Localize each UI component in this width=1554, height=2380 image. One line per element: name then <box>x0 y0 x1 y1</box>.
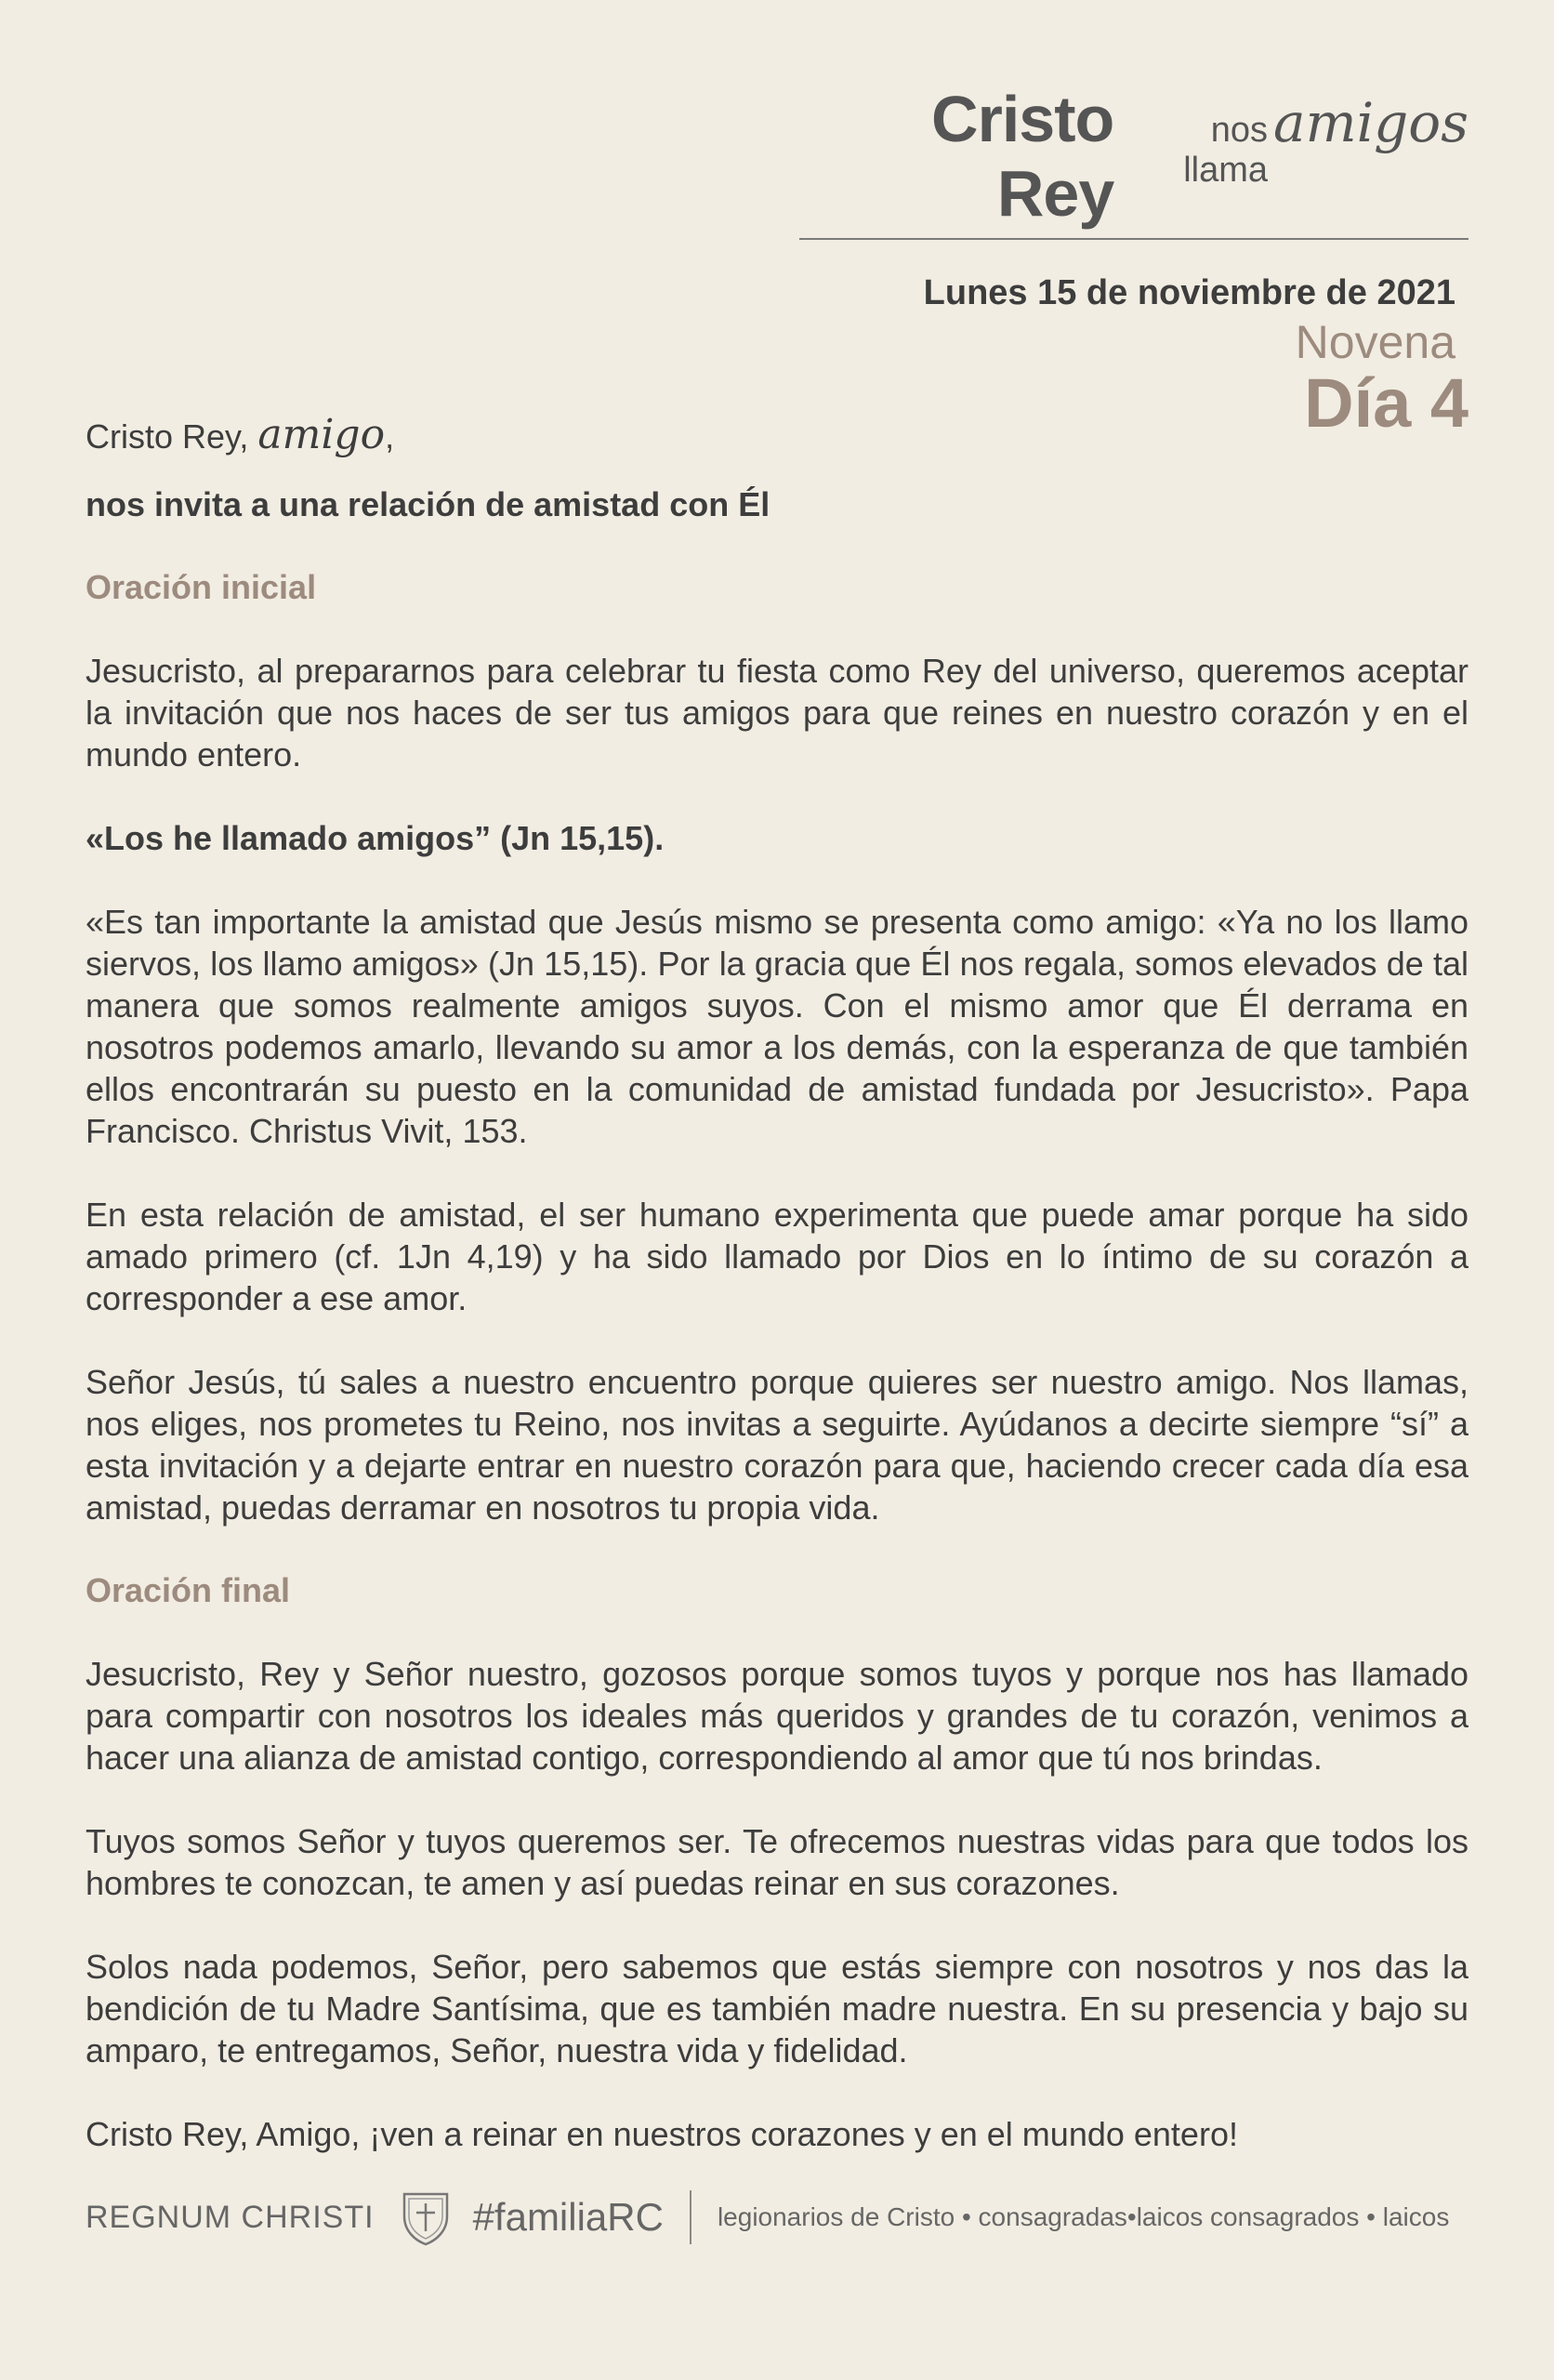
footer-divider <box>690 2190 691 2244</box>
footer-hashtag: #familiaRC <box>472 2195 664 2239</box>
greeting <box>86 411 1468 458</box>
greeting-script: amigo <box>257 411 386 458</box>
closing-heading: Oración final <box>86 1571 291 1609</box>
reflection-text: En esta relación de amistad, el ser humano experimenta que puede amar porque ha sido amado primero (cf. 1Jn 4,19) y ha sido llamado por Dios en lo íntimo de su corazón a corresponder a ese amor. <box>86 1196 1468 1317</box>
closing-text-1: Jesucristo, Rey y Señor nuestro, gozosos porque somos tuyos y porque nos has llamado para compartir con nosotros los ideales más queridos y grandes de tu corazón, venimos a hacer una alianza de amistad contigo, correspondiendo al amor que tú nos brindas. <box>86 1655 1468 1777</box>
subtitle: nos invita a una relación de amistad con Él <box>86 485 770 523</box>
brand-lockup <box>799 82 1468 240</box>
regnum-christi-crest-icon <box>401 2188 451 2246</box>
prayer-text: Señor Jesús, tú sales a nuestro encuentro porque quieres ser nuestro amigo. Nos llamas, nos eliges, nos prometes tu Reino, nos invitas a seguirte. Ayúdanos a decirte siempre “sí” a esta invitación y a dejarte entrar en nuestro corazón para que, haciendo crecer cada día esa amistad, puedas derramar en nosotros tu propia vida. <box>86 1363 1468 1527</box>
footer-brand: REGNUM CHRISTI <box>86 2199 375 2235</box>
day-label: Día 4 <box>1304 364 1468 442</box>
opening-heading: Oración inicial <box>86 568 317 606</box>
footer-branches: legionarios de Cristo • consagradas•laicos consagrados • laicos <box>717 2202 1450 2231</box>
closing-text-4: Cristo Rey, Amigo, ¡ven a reinar en nuestros corazones y en el mundo entero! <box>86 2115 1238 2153</box>
novena-label: Novena <box>1295 316 1455 368</box>
opening-text: Jesucristo, al prepararnos para celebrar tu fiesta como Rey del universo, queremos aceptar la invitación que nos haces de ser tus amigos para que reines en nuestro corazón y en el mundo entero. <box>86 652 1468 774</box>
greeting-prefix: Cristo Rey, <box>86 417 249 456</box>
brand-script: amigos <box>1273 91 1468 154</box>
greeting-suffix: , <box>385 417 395 456</box>
brand-mid: nos llama <box>1183 111 1269 190</box>
footer <box>86 2180 1468 2254</box>
quote-heading: «Los he llamado amigos” (Jn 15,15). <box>86 819 665 857</box>
header <box>799 82 1468 443</box>
closing-text-3: Solos nada podemos, Señor, pero sabemos que estás siempre con nosotros y nos das la bendición de tu Madre Santísima, que es también madre nuestra. En su presencia y bajo su amparo, te entregamos, Señor, nuestra vida y fidelidad. <box>86 1948 1468 2069</box>
content <box>86 411 1468 2155</box>
closing-text-2: Tuyos somos Señor y tuyos queremos ser. Te ofrecemos nuestras vidas para que todos los hombres te conozcan, te amen y así puedas reinar en sus corazones. <box>86 1822 1468 1902</box>
brand-main: Cristo Rey <box>931 83 1114 230</box>
quote-text: «Es tan importante la amistad que Jesús mismo se presenta como amigo: «Ya no los llamo siervos, los llamo amigos» (Jn 15,15). Por la gracia que Él nos regala, somos elevados de tal manera que somos realmente amigos suyos. Con el mismo amor que Él derrama en nosotros podemos amarlo, llevando su amor a los demás, con la esperanza de que también ellos encontrarán su puesto en la comunidad de amistad fundada por Jesucristo». Papa Francisco. Christus Vivit, 153. <box>86 903 1468 1150</box>
date: Lunes 15 de noviembre de 2021 <box>923 273 1455 312</box>
